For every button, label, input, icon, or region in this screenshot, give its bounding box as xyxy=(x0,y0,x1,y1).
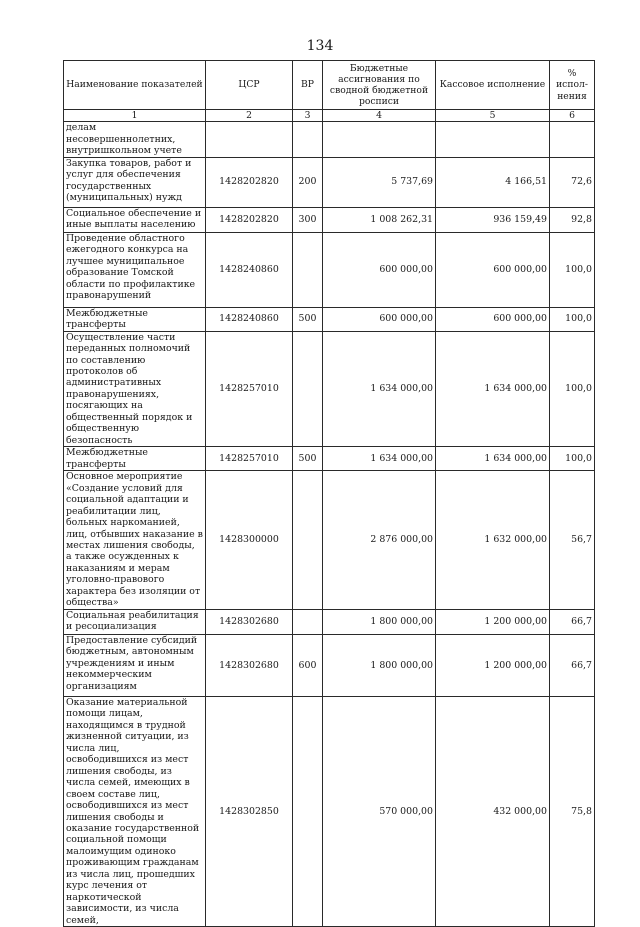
row-budget: 570 000,00 xyxy=(323,696,436,926)
row-percent: 92,8 xyxy=(550,207,595,232)
row-cash: 1 200 000,00 xyxy=(436,609,550,634)
table-row xyxy=(64,609,595,634)
column-number-row xyxy=(64,110,595,122)
row-name: Проведение областного ежегодного конкурса на лучшее муниципальное образование Томской области по профилактике правонарушений xyxy=(64,232,206,307)
row-vr xyxy=(293,122,323,157)
header-vr: ВР xyxy=(293,61,323,110)
table-row xyxy=(64,331,595,447)
row-name: Основное мероприятие «Создание условий для социальной адаптации и реабилитации лиц, больных наркоманией, лиц, отбывших наказание в местах лишения свободы, а также осужденных к наказаниям и мерам уголовно-правового характера без изоляции от общества» xyxy=(64,471,206,610)
row-name: Межбюджетные трансферты xyxy=(64,307,206,331)
row-budget xyxy=(323,122,436,157)
row-vr xyxy=(293,471,323,610)
row-percent: 100,0 xyxy=(550,447,595,471)
row-budget: 2 876 000,00 xyxy=(323,471,436,610)
row-cash: 936 159,49 xyxy=(436,207,550,232)
row-budget: 1 800 000,00 xyxy=(323,609,436,634)
column-number: 5 xyxy=(436,110,550,122)
row-csr: 1428302850 xyxy=(206,696,293,926)
row-percent: 56,7 xyxy=(550,471,595,610)
row-vr: 500 xyxy=(293,307,323,331)
row-cash: 4 166,51 xyxy=(436,157,550,207)
table-row xyxy=(64,696,595,926)
table-row xyxy=(64,307,595,331)
row-budget: 600 000,00 xyxy=(323,232,436,307)
column-number: 6 xyxy=(550,110,595,122)
row-percent: 100,0 xyxy=(550,232,595,307)
row-csr: 1428300000 xyxy=(206,471,293,610)
row-csr: 1428240860 xyxy=(206,307,293,331)
row-vr xyxy=(293,696,323,926)
row-cash: 432 000,00 xyxy=(436,696,550,926)
row-name: Социальная реабилитация и ресоциализация xyxy=(64,609,206,634)
row-percent: 66,7 xyxy=(550,609,595,634)
row-csr: 1428240860 xyxy=(206,232,293,307)
row-csr: 1428257010 xyxy=(206,331,293,447)
row-name: Социальное обеспечение и иные выплаты населению xyxy=(64,207,206,232)
row-vr xyxy=(293,609,323,634)
table-row xyxy=(64,634,595,696)
row-name: Оказание материальной помощи лицам, находящимся в трудной жизненной ситуации, из числа лиц, освободившихся из мест лишения свободы, из числа семей, имеющих в своем составе лиц, освободившихся из мест лишения свободы и оказание государственной социальной помощи малоимущим одиноко проживающим гражданам из числа лиц, прошедших курс лечения от наркотической зависимости, из числа семей, xyxy=(64,696,206,926)
page-number: 134 xyxy=(306,38,334,54)
row-cash: 1 632 000,00 xyxy=(436,471,550,610)
row-csr: 1428302680 xyxy=(206,609,293,634)
table-row xyxy=(64,447,595,471)
table-row xyxy=(64,157,595,207)
row-cash: 1 634 000,00 xyxy=(436,447,550,471)
row-vr: 300 xyxy=(293,207,323,232)
row-percent: 75,8 xyxy=(550,696,595,926)
row-budget: 1 634 000,00 xyxy=(323,447,436,471)
row-budget: 600 000,00 xyxy=(323,307,436,331)
row-csr: 1428202820 xyxy=(206,157,293,207)
row-vr: 200 xyxy=(293,157,323,207)
row-percent: 66,7 xyxy=(550,634,595,696)
table-row xyxy=(64,122,595,157)
row-name: Осуществление части переданных полномочий по составлению протоколов об административных правонарушениях, посягающих на общественный порядок и общественную безопасность xyxy=(64,331,206,447)
row-budget: 1 634 000,00 xyxy=(323,331,436,447)
row-percent xyxy=(550,122,595,157)
row-cash xyxy=(436,122,550,157)
header-budget: Бюджетные ассигнования по сводной бюджетной росписи xyxy=(323,61,436,110)
row-name: Закупка товаров, работ и услуг для обеспечения государственных (муниципальных) нужд xyxy=(64,157,206,207)
column-number: 2 xyxy=(206,110,293,122)
row-name: делам несовершеннолетних, внутришкольном учете xyxy=(64,122,206,157)
row-vr: 500 xyxy=(293,447,323,471)
row-name: Предоставление субсидий бюджетным, автономным учреждениям и иным некоммерческим организациям xyxy=(64,634,206,696)
row-budget: 5 737,69 xyxy=(323,157,436,207)
row-vr: 600 xyxy=(293,634,323,696)
column-number: 4 xyxy=(323,110,436,122)
header-cash: Кассовое исполнение xyxy=(436,61,550,110)
row-percent: 100,0 xyxy=(550,307,595,331)
row-vr xyxy=(293,331,323,447)
header-csr: ЦСР xyxy=(206,61,293,110)
row-cash: 1 634 000,00 xyxy=(436,331,550,447)
column-number: 3 xyxy=(293,110,323,122)
row-name: Межбюджетные трансферты xyxy=(64,447,206,471)
header-percent: % испол-нения xyxy=(550,61,595,110)
table-row xyxy=(64,232,595,307)
budget-execution-table xyxy=(63,60,595,927)
row-cash: 1 200 000,00 xyxy=(436,634,550,696)
row-csr: 1428202820 xyxy=(206,207,293,232)
row-cash: 600 000,00 xyxy=(436,307,550,331)
table-row xyxy=(64,207,595,232)
row-vr xyxy=(293,232,323,307)
table-header-row xyxy=(64,61,595,110)
row-cash: 600 000,00 xyxy=(436,232,550,307)
table-row xyxy=(64,471,595,610)
row-csr xyxy=(206,122,293,157)
row-csr: 1428257010 xyxy=(206,447,293,471)
row-budget: 1 800 000,00 xyxy=(323,634,436,696)
row-percent: 100,0 xyxy=(550,331,595,447)
row-budget: 1 008 262,31 xyxy=(323,207,436,232)
column-number: 1 xyxy=(64,110,206,122)
header-name: Наименование показателей xyxy=(64,61,206,110)
row-csr: 1428302680 xyxy=(206,634,293,696)
row-percent: 72,6 xyxy=(550,157,595,207)
